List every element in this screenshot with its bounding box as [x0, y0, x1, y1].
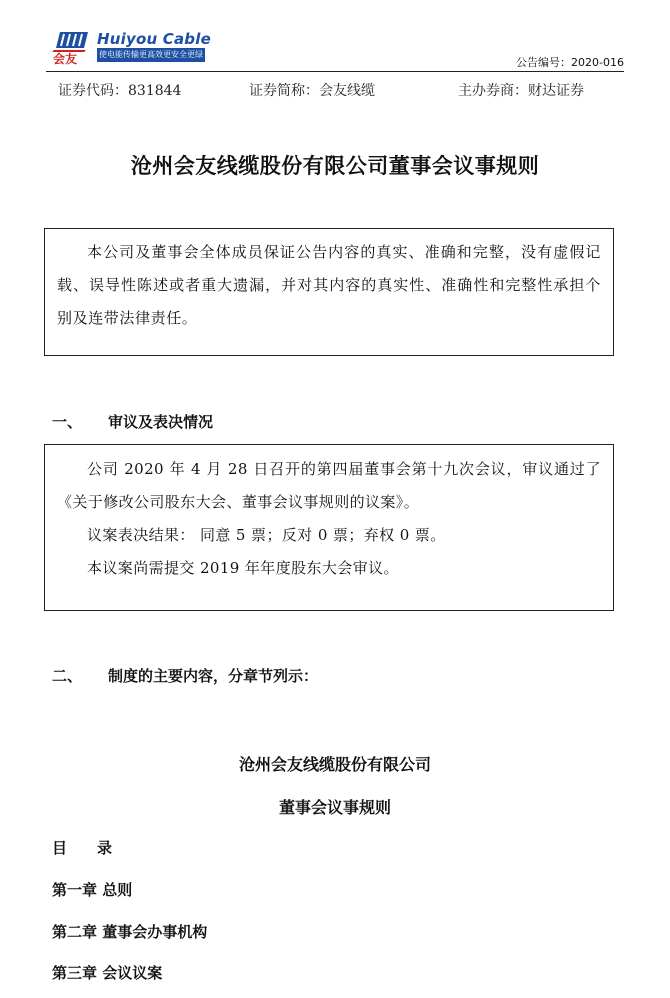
review-paragraph-1: 公司 2020 年 4 月 28 日召开的第四届董事会第十九次会议，审议通过了《关于修改公司股东大会、董事会议事规则的议案》。	[57, 460, 601, 511]
review-paragraph-3: 本议案尚需提交 2019 年年度股东大会审议。	[87, 559, 399, 577]
stock-short-name: 证券简称：会友线缆	[249, 83, 375, 99]
sponsor-broker: 主办券商：财达证券	[458, 83, 584, 99]
document-title: 沧州会友线缆股份有限公司董事会议事规则	[130, 154, 540, 178]
toc-chapter-2: 第二章 董事会办事机构	[52, 923, 208, 941]
logo-text: Huiyou Cable	[97, 30, 211, 48]
toc-chapter-1: 第一章 总则	[52, 881, 133, 899]
logo-cn-name: 会友	[53, 52, 78, 66]
page-header	[0, 0, 670, 110]
section-1-title: 审议及表决情况	[108, 413, 214, 431]
section-2-title: 制度的主要内容，分章节列示：	[108, 667, 319, 685]
section-1-number: 一、	[52, 413, 83, 431]
vote-result: 议案表决结果： 同意 5 票；反对 0 票；弃权 0 票。	[87, 526, 446, 544]
toc-label: 目 录	[52, 839, 113, 857]
declaration-box	[44, 228, 614, 356]
toc-chapter-3: 第三章 会议议案	[52, 964, 163, 982]
section-2-heading	[52, 665, 318, 686]
header-divider	[46, 71, 624, 72]
review-box	[44, 444, 614, 611]
rules-title: 董事会议事规则	[278, 798, 391, 817]
section-2-number: 二、	[52, 667, 83, 685]
declaration-text: 本公司及董事会全体成员保证公告内容的真实、准确和完整，没有虚假记载、误导性陈述或者重大遗漏，并对其内容的真实性、准确性和完整性承担个别及连带法律责任。	[57, 243, 601, 327]
logo-slogan: 使电能传输更高效更安全更绿色	[99, 50, 203, 73]
section-1-heading	[52, 411, 213, 432]
rules-company-name: 沧州会友线缆股份有限公司	[238, 755, 431, 774]
notice-number: 公告编号：2020-016	[516, 56, 624, 69]
stock-code: 证券代码：831844	[58, 83, 182, 99]
